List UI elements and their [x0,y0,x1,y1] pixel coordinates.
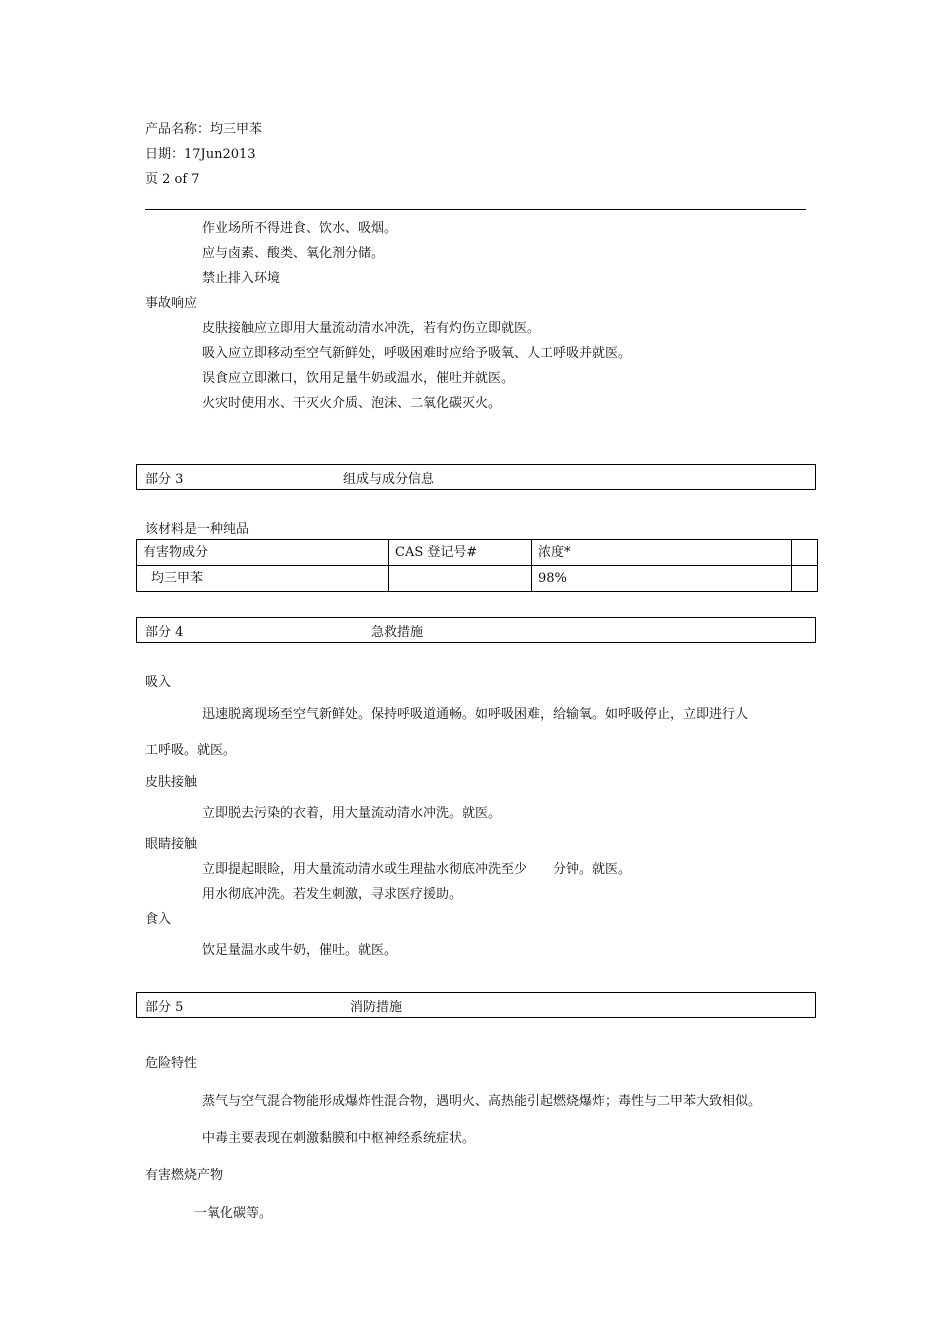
emergency-line: 火灾时使用水、干灭火介质、泡沫、二氧化碳灭火。 [202,396,502,411]
table-cell: 均三甲苯 [137,566,389,592]
column-header [792,540,818,566]
table-cell: 98% [532,566,792,592]
section-number: 部分 3 [145,472,184,487]
column-header: 浓度* [532,540,792,566]
document-date: 日期：17Jun2013 [145,147,256,162]
section-title: 消防措施 [350,1000,403,1015]
composition-intro: 该材料是一种纯品 [145,522,250,537]
section-3-header [136,464,816,490]
column-header: 有害物成分 [137,540,389,566]
skin-text: 立即脱去污染的衣着，用大量流动清水冲洗。就医。 [202,806,502,821]
eye-heading: 眼睛接触 [145,837,198,852]
inhalation-text: 工呼吸。就医。 [145,743,237,758]
table-header-row [137,540,818,566]
combustion-text: 一氧化碳等。 [194,1206,273,1221]
header-divider [145,209,806,210]
emergency-line: 吸入应立即移动至空气新鲜处，呼吸困难时应给予吸氧、人工呼吸并就医。 [202,346,632,361]
inhalation-heading: 吸入 [145,675,172,690]
table-cell [792,566,818,592]
column-header: CAS 登记号# [389,540,532,566]
hazard-text: 中毒主要表现在刺激黏膜和中枢神经系统症状。 [202,1131,476,1146]
product-name: 产品名称：均三甲苯 [145,122,263,137]
section-number: 部分 5 [145,1000,184,1015]
skin-heading: 皮肤接触 [145,775,198,790]
hazard-text: 蒸气与空气混合物能形成爆炸性混合物，遇明火、高热能引起燃烧爆炸；毒性与二甲苯大致相似。 [202,1094,762,1109]
section-title: 急救措施 [371,625,424,640]
handling-line: 作业场所不得进食、饮水、吸烟。 [202,221,398,236]
combustion-heading: 有害燃烧产物 [145,1168,224,1183]
ingestion-text: 饮足量温水或牛奶，催吐。就医。 [202,943,398,958]
section-5-header [136,992,816,1018]
eye-text: 立即提起眼睑，用大量流动清水或生理盐水彻底冲洗至少 分钟。就医。 [202,862,632,877]
composition-table [136,539,818,592]
table-row [137,566,818,592]
page-number: 页 2 of 7 [145,172,200,187]
emergency-heading: 事故响应 [145,296,198,311]
emergency-line: 皮肤接触应立即用大量流动清水冲洗，若有灼伤立即就医。 [202,321,541,336]
emergency-line: 误食应立即漱口，饮用足量牛奶或温水，催吐并就医。 [202,371,515,386]
section-title: 组成与成分信息 [343,472,435,487]
eye-text: 用水彻底冲洗。若发生刺激，寻求医疗援助。 [202,887,463,902]
ingestion-heading: 食入 [145,912,172,927]
inhalation-text: 迅速脱离现场至空气新鲜处。保持呼吸道通畅。如呼吸困难，给输氧。如呼吸停止，立即进行人 [202,707,749,722]
hazard-heading: 危险特性 [145,1056,198,1071]
handling-line: 应与卤素、酸类、氧化剂分储。 [202,246,385,261]
section-4-header [136,617,816,643]
section-number: 部分 4 [145,625,184,640]
table-cell [389,566,532,592]
handling-line: 禁止排入环境 [202,271,281,286]
